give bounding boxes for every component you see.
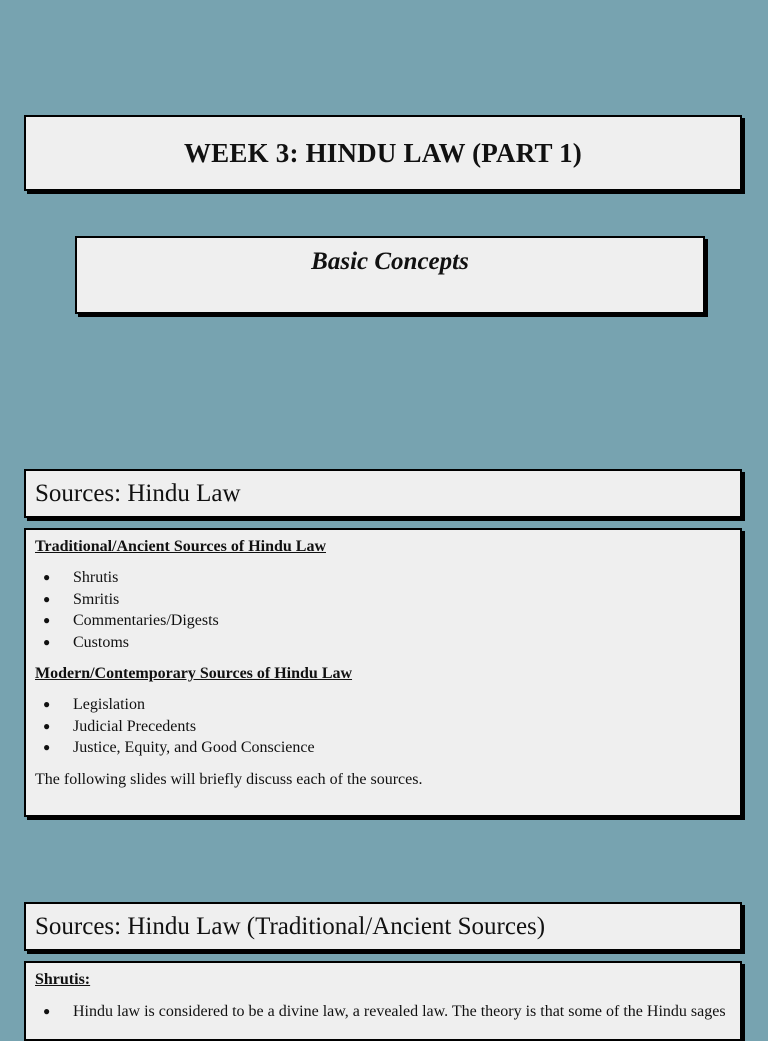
list-item: ● Shrutis xyxy=(35,567,731,589)
slide1-content-card xyxy=(24,528,742,817)
modern-sources-title: Modern/Contemporary Sources of Hindu Law xyxy=(35,665,353,682)
shrutis-list xyxy=(35,1001,731,1023)
list-item: ● Hindu law is considered to be a divine law, a revealed law. The theory is that some of the Hindu sages xyxy=(35,1001,731,1023)
slide2-heading-card xyxy=(24,902,742,951)
slide1-heading-card xyxy=(24,469,742,518)
list-item: ● Judicial Precedents xyxy=(35,716,731,738)
list-item: ● Customs xyxy=(35,632,731,654)
list-item: ● Smritis xyxy=(35,589,731,611)
page-subtitle: Basic Concepts xyxy=(311,248,469,275)
slide2-content-card xyxy=(24,961,742,1041)
modern-sources-list xyxy=(35,694,731,759)
page-title: WEEK 3: HINDU LAW (PART 1) xyxy=(183,137,583,168)
shrutis-title: Shrutis: xyxy=(35,971,91,988)
slide2-heading: Sources: Hindu Law (Traditional/Ancient Sources) xyxy=(35,912,546,940)
subtitle-card xyxy=(75,236,705,314)
title-card xyxy=(24,115,742,191)
slide1-heading: Sources: Hindu Law xyxy=(35,479,241,507)
list-item: ● Commentaries/Digests xyxy=(35,610,731,632)
list-item: ● Legislation xyxy=(35,694,731,716)
traditional-sources-title: Traditional/Ancient Sources of Hindu Law xyxy=(35,538,326,555)
slide1-footer-text: The following slides will briefly discuss each of the sources. xyxy=(35,770,423,788)
list-item: ● Justice, Equity, and Good Conscience xyxy=(35,737,731,759)
traditional-sources-list xyxy=(35,567,731,653)
